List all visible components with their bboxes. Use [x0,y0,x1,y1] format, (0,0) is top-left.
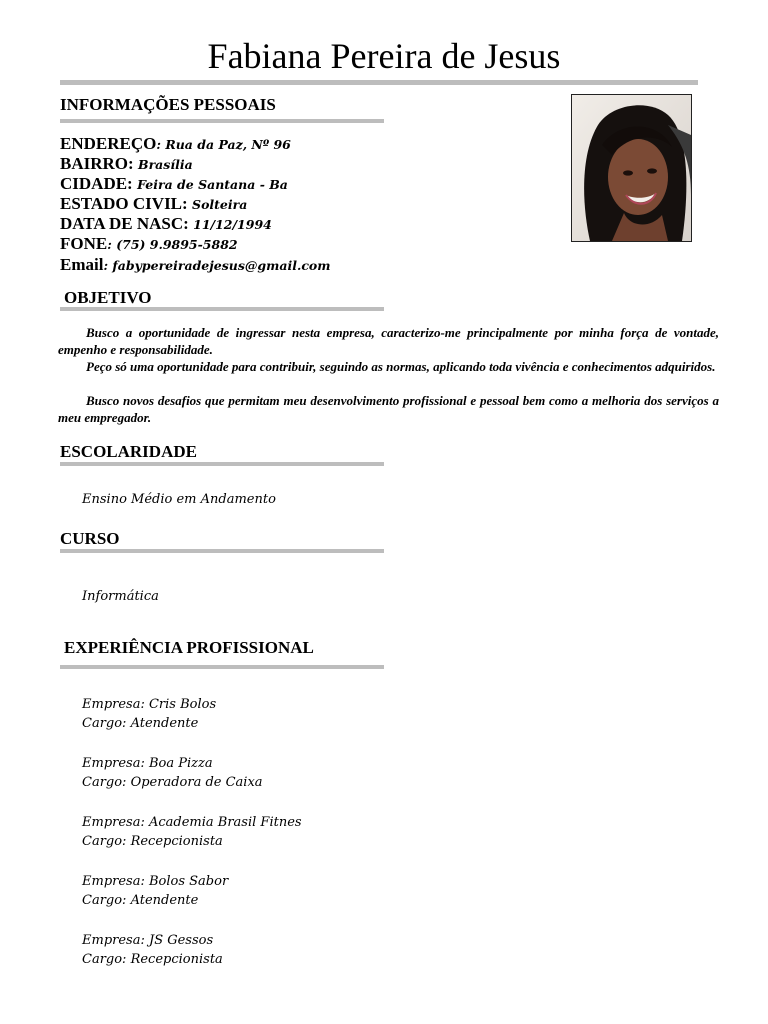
field-label: ESTADO CIVIL: [60,194,188,213]
field-email [60,255,331,275]
section-title-objective: OBJETIVO [64,288,152,307]
field-phone [60,234,238,254]
field-value: Rua da Paz, Nº 96 [165,137,291,152]
objective-paragraph: Busco novos desafios que permitam meu desenvolvimento profissional e pessoal bem como a melhoria dos serviços a meu empregador. [58,393,719,425]
objective-paragraph: Peço só uma oportunidade para contribuir, seguindo as normas, aplicando toda vivência e conhecimentos adquiridos. [86,359,716,374]
section-divider [60,119,384,123]
field-sep: : [103,258,113,273]
field-label: DATA DE NASC: [60,214,189,233]
section-divider [60,549,384,553]
job-role: Cargo: Operadora de Caixa [82,775,263,790]
portrait-image [572,95,691,241]
field-sep: : [156,137,166,152]
job-role: Cargo: Atendente [82,893,199,908]
job-company: Empresa: Cris Bolos [82,697,217,712]
section-title-course: CURSO [60,529,120,548]
course-value: Informática [82,589,159,604]
field-value: Brasília [138,157,193,172]
section-title-personal: INFORMAÇÕES PESSOAIS [60,95,276,114]
job-role: Cargo: Recepcionista [82,952,223,967]
section-divider [60,665,384,669]
job-company: Empresa: Boa Pizza [82,756,213,771]
field-value: Solteira [192,197,248,212]
section-title-education: ESCOLARIDADE [60,442,197,461]
resume-name: Fabiana Pereira de Jesus [207,36,561,76]
field-birthdate [60,214,272,234]
objective-paragraph: Busco a oportunidade de ingressar nesta empresa, caracterizo-me principalmente por minha força de vontade, empenho e responsabilidade. [58,325,719,357]
field-sep: : [107,237,117,252]
field-address [60,134,291,154]
job-company: Empresa: Academia Brasil Fitnes [82,815,302,830]
job-role: Cargo: Atendente [82,716,199,731]
section-title-experience: EXPERIÊNCIA PROFISSIONAL [64,638,314,657]
field-marital-status [60,194,247,214]
profile-photo [571,94,692,242]
field-label: CIDADE: [60,174,133,193]
job-company: Empresa: JS Gessos [82,933,214,948]
field-city [60,174,288,194]
education-value: Ensino Médio em Andamento [82,492,276,507]
field-label: BAIRRO: [60,154,134,173]
section-divider [60,307,384,311]
field-value: 11/12/1994 [193,217,272,232]
field-value: (75) 9.9895-5882 [116,237,238,252]
field-neighborhood [60,154,193,174]
field-value: fabypereiradejesus@gmail.com [112,258,331,273]
field-label: FONE [60,234,108,253]
section-divider [60,462,384,466]
job-role: Cargo: Recepcionista [82,834,223,849]
job-company: Empresa: Bolos Sabor [82,874,229,889]
field-label: Email [60,255,104,274]
field-label: ENDEREÇO [60,134,157,153]
field-value: Feira de Santana - Ba [137,177,288,192]
title-divider [60,80,698,85]
